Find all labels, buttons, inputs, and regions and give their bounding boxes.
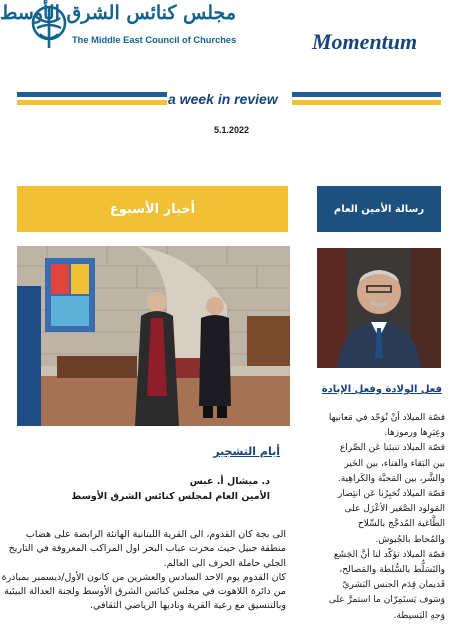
sg-body-line: قصّة الميلاد تُخبِرُنا عَن انتِصار bbox=[338, 489, 445, 500]
news-body-line: وبالتنسيق مع رعية القرية وناديها الرياضي الثقافي. bbox=[90, 600, 286, 612]
sg-body-line: المَولود الصَّغير الأعْزَل على bbox=[344, 504, 445, 515]
sg-body-line: بين البَقاء والفناء، بين الخَير bbox=[344, 458, 445, 469]
sg-body-line: وَجهِ البَسيطة. bbox=[393, 610, 445, 621]
byline-role: الأمين العام لمجلس كنائس الشرق الأوسط bbox=[71, 491, 270, 502]
sg-body-line: الطَّاغية المُدجَّج بالسِّلاح bbox=[357, 519, 445, 530]
secretary-general-section-title: رسالة الأمين العام bbox=[333, 203, 425, 215]
secretary-general-section-header bbox=[317, 186, 441, 232]
sg-body-line: قصّة الميلاد تنبئنا عَن الصِّراع bbox=[339, 443, 445, 454]
news-article-title[interactable]: أيام التشجير bbox=[213, 445, 280, 458]
sg-body-line: قَديمان قِدَم الجنس البَشريّ bbox=[342, 580, 445, 591]
news-body-line: كان القدوم يوم الاحد السادس والعشرين من كانون الأول/ديسمبر بمبادرة bbox=[1, 571, 286, 583]
secretary-general-article-body bbox=[315, 411, 445, 624]
header-stripe-blue bbox=[17, 92, 167, 97]
news-section-title: أخبار الأسبوع bbox=[109, 201, 196, 217]
sg-body-line: وعِبَرِها ورموزها. bbox=[384, 428, 445, 439]
tagline: a week in review bbox=[168, 91, 278, 107]
sg-body-line: قصّة الميلاد تؤكّد لنا أنَّ الجَشَع bbox=[333, 549, 445, 560]
news-body-line: من دائرة اللاهوت في مجلس كنائس الشرق الأوسط ولجنة العدالة البيئية bbox=[4, 586, 286, 598]
news-section-header bbox=[17, 186, 288, 232]
issue-date: 5.1.2022 bbox=[214, 125, 250, 135]
sg-body-line: وَسَوف يَستَمِرّان ما استمرَّ على bbox=[328, 595, 445, 606]
sg-body-line: والتَسَلُّط بالسُّلطة والمَصالح، bbox=[339, 565, 445, 576]
sg-body-line: قصّة الميلاد أنْ تُوَحّد في مَعانيها bbox=[328, 413, 445, 423]
header-stripe-blue-right bbox=[292, 92, 441, 97]
sg-body-line: والمُحاط بالجُيوش. bbox=[375, 534, 445, 545]
news-article-body bbox=[1, 528, 286, 614]
secretary-general-article-title[interactable]: فعل الولادة وفعل الإبادة bbox=[321, 384, 442, 395]
secretary-general-portrait bbox=[317, 248, 441, 368]
news-body-line: الى بجة كان القدوم، الى القرية اللبنانية الهانئة الرابضة على هضاب bbox=[25, 529, 286, 540]
publication-title: Momentum bbox=[312, 29, 418, 54]
header-stripe-gold bbox=[17, 100, 167, 105]
byline-name: د. ميشال أ. عبس bbox=[189, 476, 270, 487]
header-stripe-gold-right bbox=[292, 100, 441, 105]
news-body-line: منطقة جبيل حيث مخرت عباب البحر اول المراكب المعروفة في التاريخ bbox=[8, 543, 286, 555]
news-body-line: الجلي حاملة الحرف الى العالم. bbox=[163, 557, 286, 569]
event-photo bbox=[17, 246, 290, 426]
logo-arabic-wordmark: مجلس كنائس الشرق الأوسط bbox=[0, 2, 236, 24]
sg-body-line: والشَّر، بين المَحبَّة والكَراهِية. bbox=[337, 473, 445, 484]
logo-english-wordmark: The Middle East Council of Churches bbox=[72, 35, 237, 45]
